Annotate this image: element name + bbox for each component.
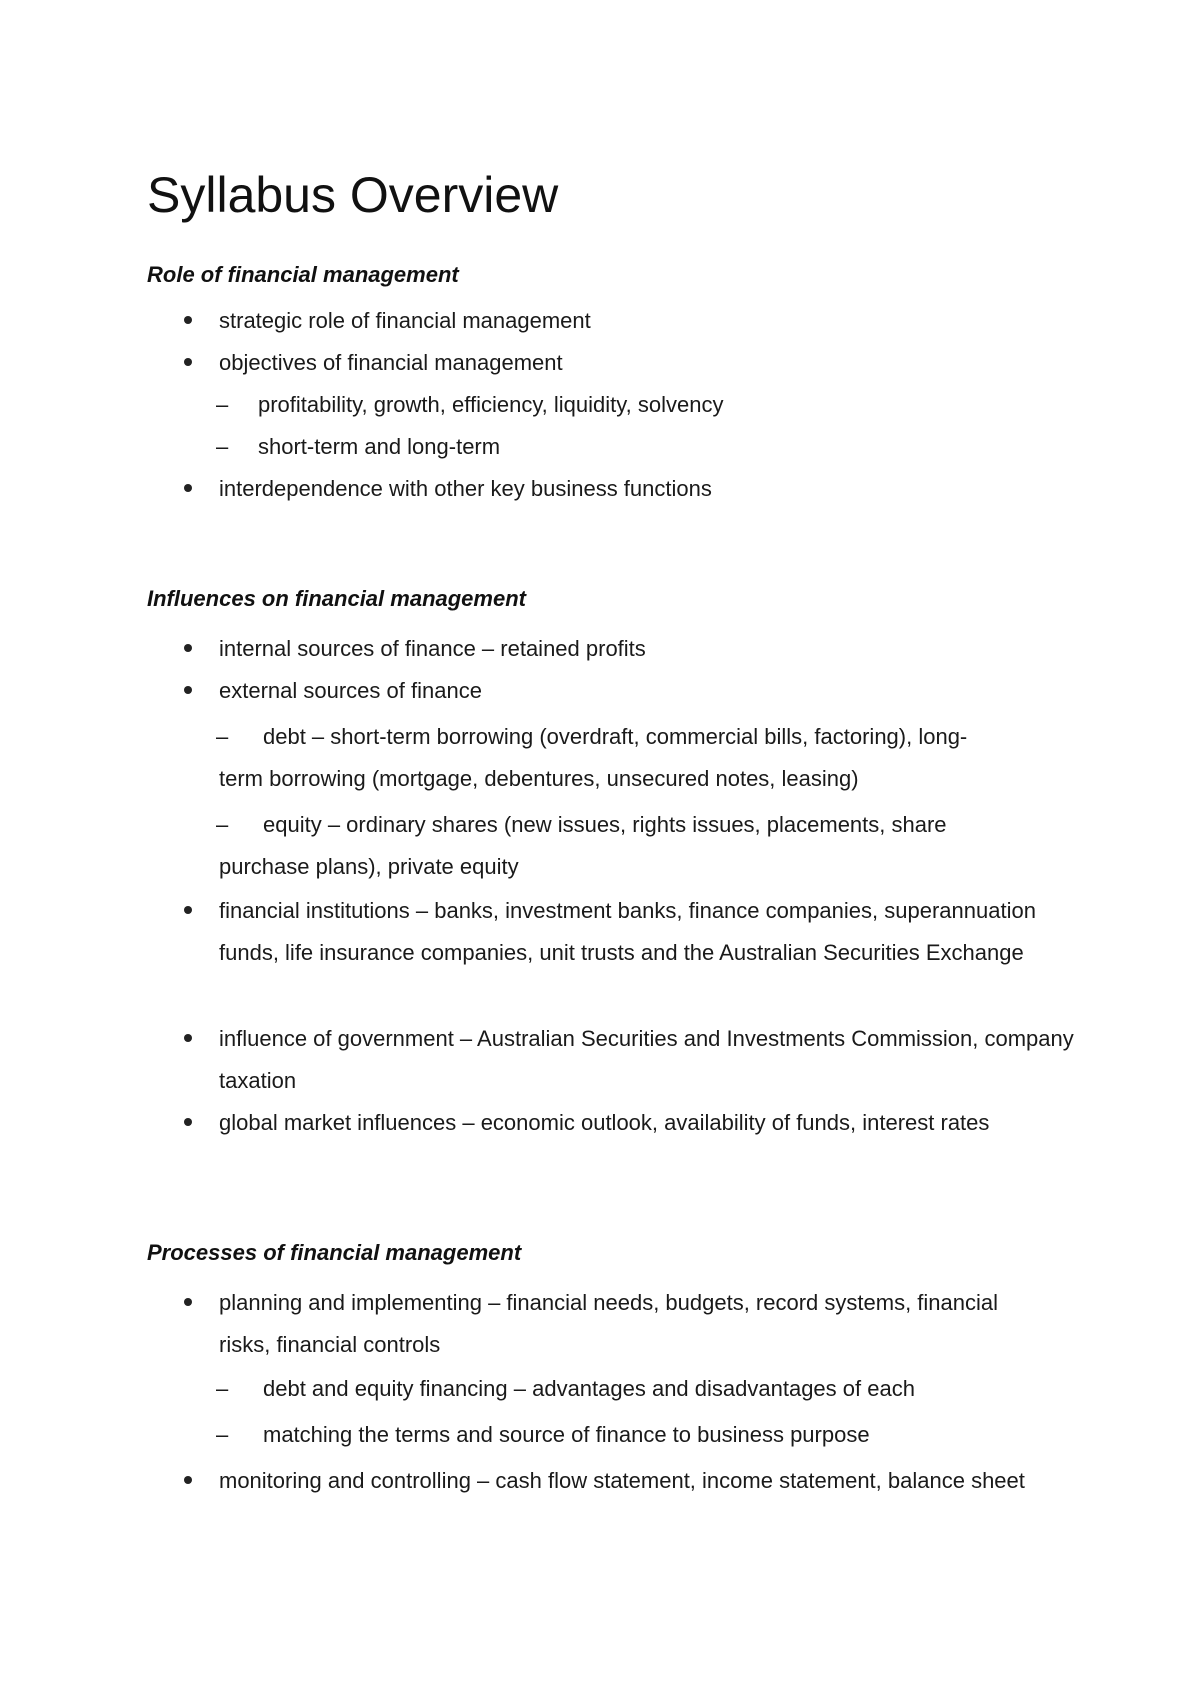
bullet-icon [184, 358, 196, 370]
sub-list-item-line: equity – ordinary shares (new issues, rights issues, placements, share [263, 812, 947, 837]
list-item: monitoring and controlling – cash flow statement, income statement, balance sheet [219, 1468, 1025, 1493]
sub-list-item: debt and equity financing – advantages and disadvantages of each [263, 1376, 915, 1401]
bullet-icon [184, 644, 196, 656]
list-item: interdependence with other key business functions [219, 476, 712, 501]
bullet-icon [184, 906, 196, 918]
bullet-icon [184, 686, 196, 698]
bullet-icon [184, 316, 196, 328]
sub-list-item-line: purchase plans), private equity [219, 854, 519, 879]
dash-icon: – [216, 392, 229, 417]
dash-icon: – [216, 1422, 229, 1447]
dash-icon: – [216, 434, 229, 459]
list-item: global market influences – economic outlook, availability of funds, interest rates [219, 1110, 990, 1135]
bullet-icon [184, 1298, 196, 1310]
dash-icon: – [216, 812, 229, 837]
list-item: influence of government – Australian Securities and Investments Commission, company taxation [219, 1026, 1074, 1093]
list-item: planning and implementing – financial needs, budgets, record systems, financial risks, financial controls [219, 1290, 999, 1357]
sub-list-item: matching the terms and source of finance to business purpose [263, 1422, 870, 1447]
sub-list-item: short-term and long-term [258, 434, 501, 459]
section-heading-processes: Processes of financial management [147, 1240, 522, 1265]
sub-list-item: profitability, growth, efficiency, liquidity, solvency [258, 392, 724, 417]
list-item: external sources of finance [219, 678, 482, 703]
bullet-icon [184, 484, 196, 496]
bullet-icon [184, 1476, 196, 1488]
section-heading-influences: Influences on financial management [147, 586, 526, 611]
bullet-icon [184, 1118, 196, 1130]
page-title: Syllabus Overview [147, 167, 559, 223]
list-item: strategic role of financial management [219, 308, 591, 333]
list-item: internal sources of finance – retained profits [219, 636, 646, 661]
bullet-icon [184, 1034, 196, 1046]
dash-icon: – [216, 724, 229, 749]
dash-icon: – [216, 1376, 229, 1401]
list-item: financial institutions – banks, investment banks, finance companies, superannuation funds, life insurance companies, unit trusts and the Australian Securities Exchange [219, 898, 1036, 965]
section-heading-role: Role of financial management [147, 262, 459, 287]
list-item: objectives of financial management [219, 350, 563, 375]
sub-list-item-line: term borrowing (mortgage, debentures, unsecured notes, leasing) [219, 766, 859, 791]
sub-list-item-line: debt – short-term borrowing (overdraft, commercial bills, factoring), long- [263, 724, 968, 749]
